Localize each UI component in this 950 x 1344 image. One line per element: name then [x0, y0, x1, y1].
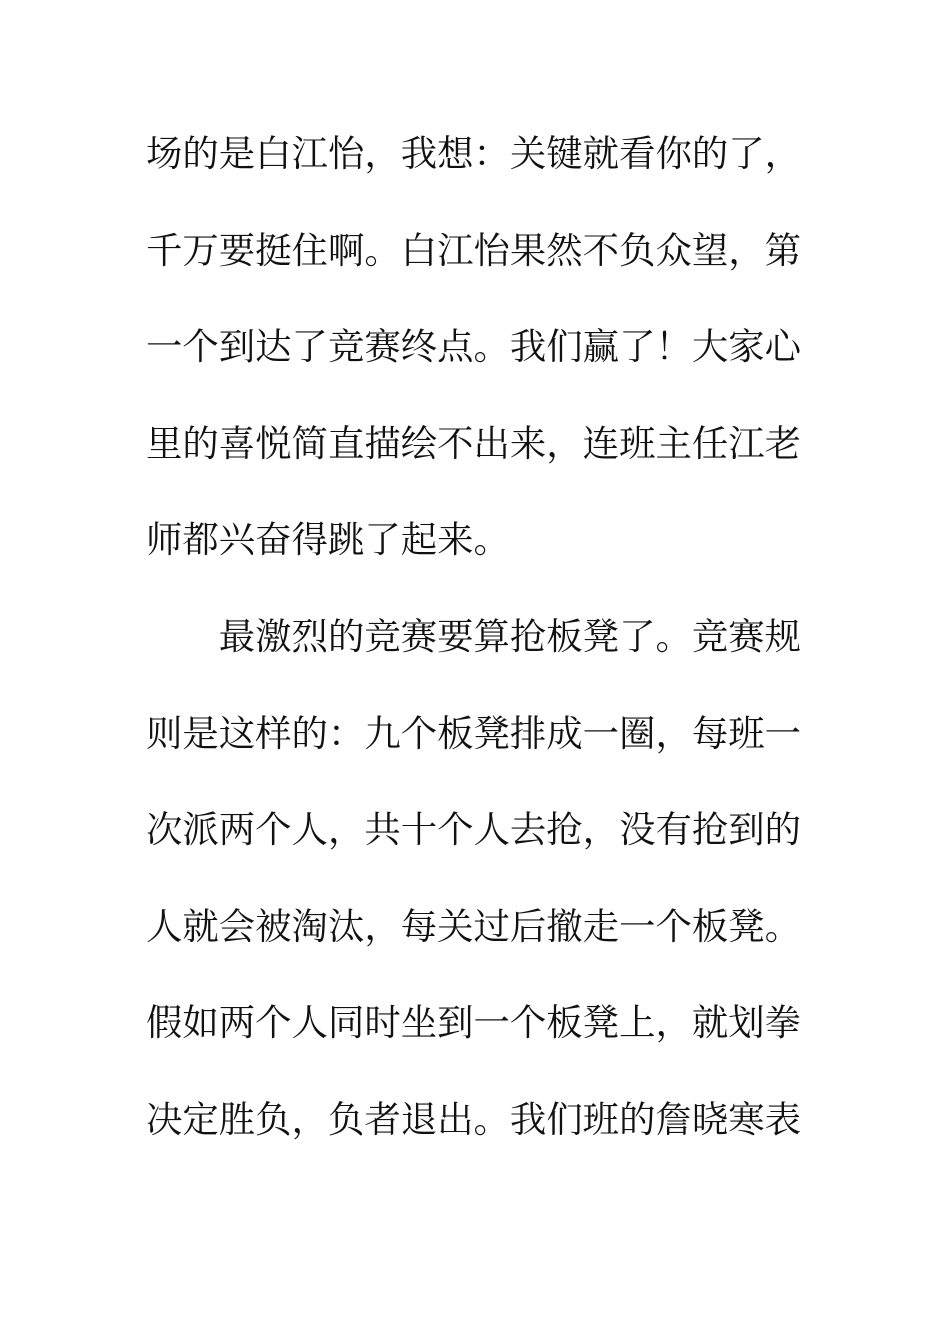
- body-text: [146, 128, 816, 1191]
- paragraph-start-line: 最激烈的竞赛要算抢板凳了。竞赛规: [146, 614, 802, 658]
- text-line: 人就会被淘汰，每关过后撤走一个板凳。: [146, 904, 802, 948]
- text-line: 一个到达了竞赛终点。我们赢了！大家心: [146, 325, 802, 369]
- text-line: 则是这样的：九个板凳排成一圈，每班一: [146, 711, 802, 755]
- text-line: 师都兴奋得跳了起来。: [146, 518, 510, 562]
- text-line: 决定胜负，负者退出。我们班的詹晓寒表: [146, 1097, 802, 1141]
- text-line: 千万要挺住啊。白江怡果然不负众望，第: [146, 228, 802, 272]
- text-line: 次派两个人，共十个人去抢，没有抢到的: [146, 808, 802, 852]
- text-line: 场的是白江怡，我想：关键就看你的了，: [146, 132, 802, 175]
- text-line: 假如两个人同时坐到一个板凳上，就划拳: [146, 1001, 802, 1045]
- text-line: 里的喜悦简直描绘不出来，连班主任江老: [146, 421, 802, 465]
